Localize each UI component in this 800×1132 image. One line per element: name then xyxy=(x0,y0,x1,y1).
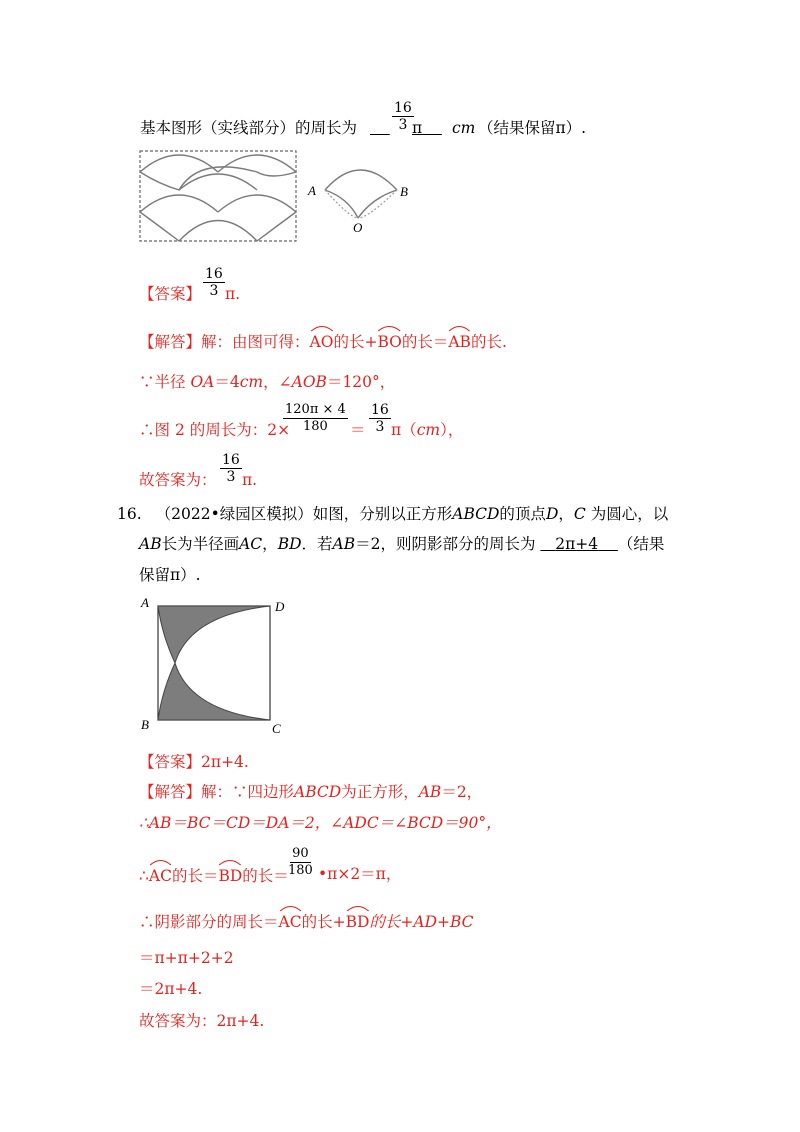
arc-bd: BD xyxy=(218,864,242,886)
label-d: D xyxy=(275,599,285,614)
q15-answer-fraction: $\frac{16}{3}$ xyxy=(205,266,223,299)
scale-pattern-figure xyxy=(139,150,297,242)
label-b: B xyxy=(141,717,149,732)
question-number: 16. xyxy=(117,505,142,523)
q15-answer-tail: π. xyxy=(225,285,241,303)
arc-ac: AC xyxy=(279,910,302,932)
fraction-denominator: 3 xyxy=(398,117,408,133)
q16-arc-tail: •π×2＝π， xyxy=(318,865,402,883)
q15-final-fraction: $\frac{16}{3}$ xyxy=(222,452,240,485)
label-b: B xyxy=(400,184,408,199)
arc-bo: BO xyxy=(377,330,401,352)
q16-answer: 【答案】2π+4. xyxy=(139,753,249,771)
label-a: A xyxy=(308,183,316,198)
q16-line2: AB长为半径画AC，BD．若AB＝2，则阴影部分的周长为 2π+4 （结果 xyxy=(139,535,665,553)
q15-blank-left xyxy=(370,118,392,138)
arc-ab: AB xyxy=(448,330,471,352)
label-a: A xyxy=(141,595,149,610)
arc-ao: AO xyxy=(310,330,334,352)
q16-arc-fraction: $\frac{90}{180}$ xyxy=(288,846,313,878)
q15-prefix: 基本图形（实线部分）的周长为 xyxy=(140,119,358,137)
q16-solution-line5: ＝π+π+2+2 xyxy=(139,949,234,967)
q15-result-tail: π（cm）， xyxy=(391,421,464,439)
q15-equals: ＝ xyxy=(350,421,366,439)
label-c: C xyxy=(272,721,281,735)
q16-line3: 保留π）. xyxy=(139,566,201,584)
q15-unit: cm xyxy=(452,119,476,137)
q15-answer xyxy=(139,284,201,304)
q16-line1: 16. （2022•绿园区模拟）如图，分别以正方形ABCD的顶点D，C 为圆心，以 xyxy=(117,505,669,523)
q15-solution-line2: ∵半径 OA＝4cm，∠AOB＝120°， xyxy=(139,373,396,391)
q15-blank-fraction xyxy=(392,100,414,133)
arc-bd: BD xyxy=(346,910,370,932)
answer-tag: 【答案】 xyxy=(139,285,202,303)
q15-solution-line1: 【解答】解：由图可得： AO的长+ BO的长＝ AB的长. xyxy=(139,330,507,352)
label-o: O xyxy=(353,220,363,235)
q16-solution-line6: ＝2π+4. xyxy=(139,980,203,998)
q15-perimeter-fraction: $\frac{120\pi \times 4}{180}$ xyxy=(285,402,346,434)
q15-result-fraction: $\frac{16}{3}$ xyxy=(371,402,389,435)
q16-solution-line2: ∴AB＝BC＝CD＝DA＝2，∠ADC＝∠BCD＝90°， xyxy=(139,814,502,832)
solution-tag: 【解答】 xyxy=(139,333,202,351)
q16-answer-blank: 2π+4 xyxy=(555,535,599,553)
fraction-numerator: 16 xyxy=(394,100,412,116)
q16-solution-line7: 故答案为：2π+4. xyxy=(139,1012,265,1030)
q16-solution-line3: ∴ AC的长＝ BD的长＝ xyxy=(139,864,289,886)
q16-solution-line4: ∴阴影部分的周长＝ AC的长+ BD的长+AD+BC xyxy=(139,910,474,932)
basic-unit-figure xyxy=(300,158,420,238)
q15-final: 故答案为： xyxy=(139,471,217,489)
q15-line xyxy=(140,118,357,138)
q15-blank-pi: π xyxy=(412,119,423,137)
arc-ac: AC xyxy=(149,864,172,886)
q16-solution-line1: 【解答】解：∵四边形ABCD为正方形，AB＝2， xyxy=(139,783,483,801)
q15-suffix: （结果保留π）. xyxy=(478,119,587,137)
q15-final-tail: π. xyxy=(242,471,258,489)
q15-solution-line3: ∴图 2 的周长为：2× xyxy=(139,421,291,439)
square-arcs-figure xyxy=(138,595,298,735)
